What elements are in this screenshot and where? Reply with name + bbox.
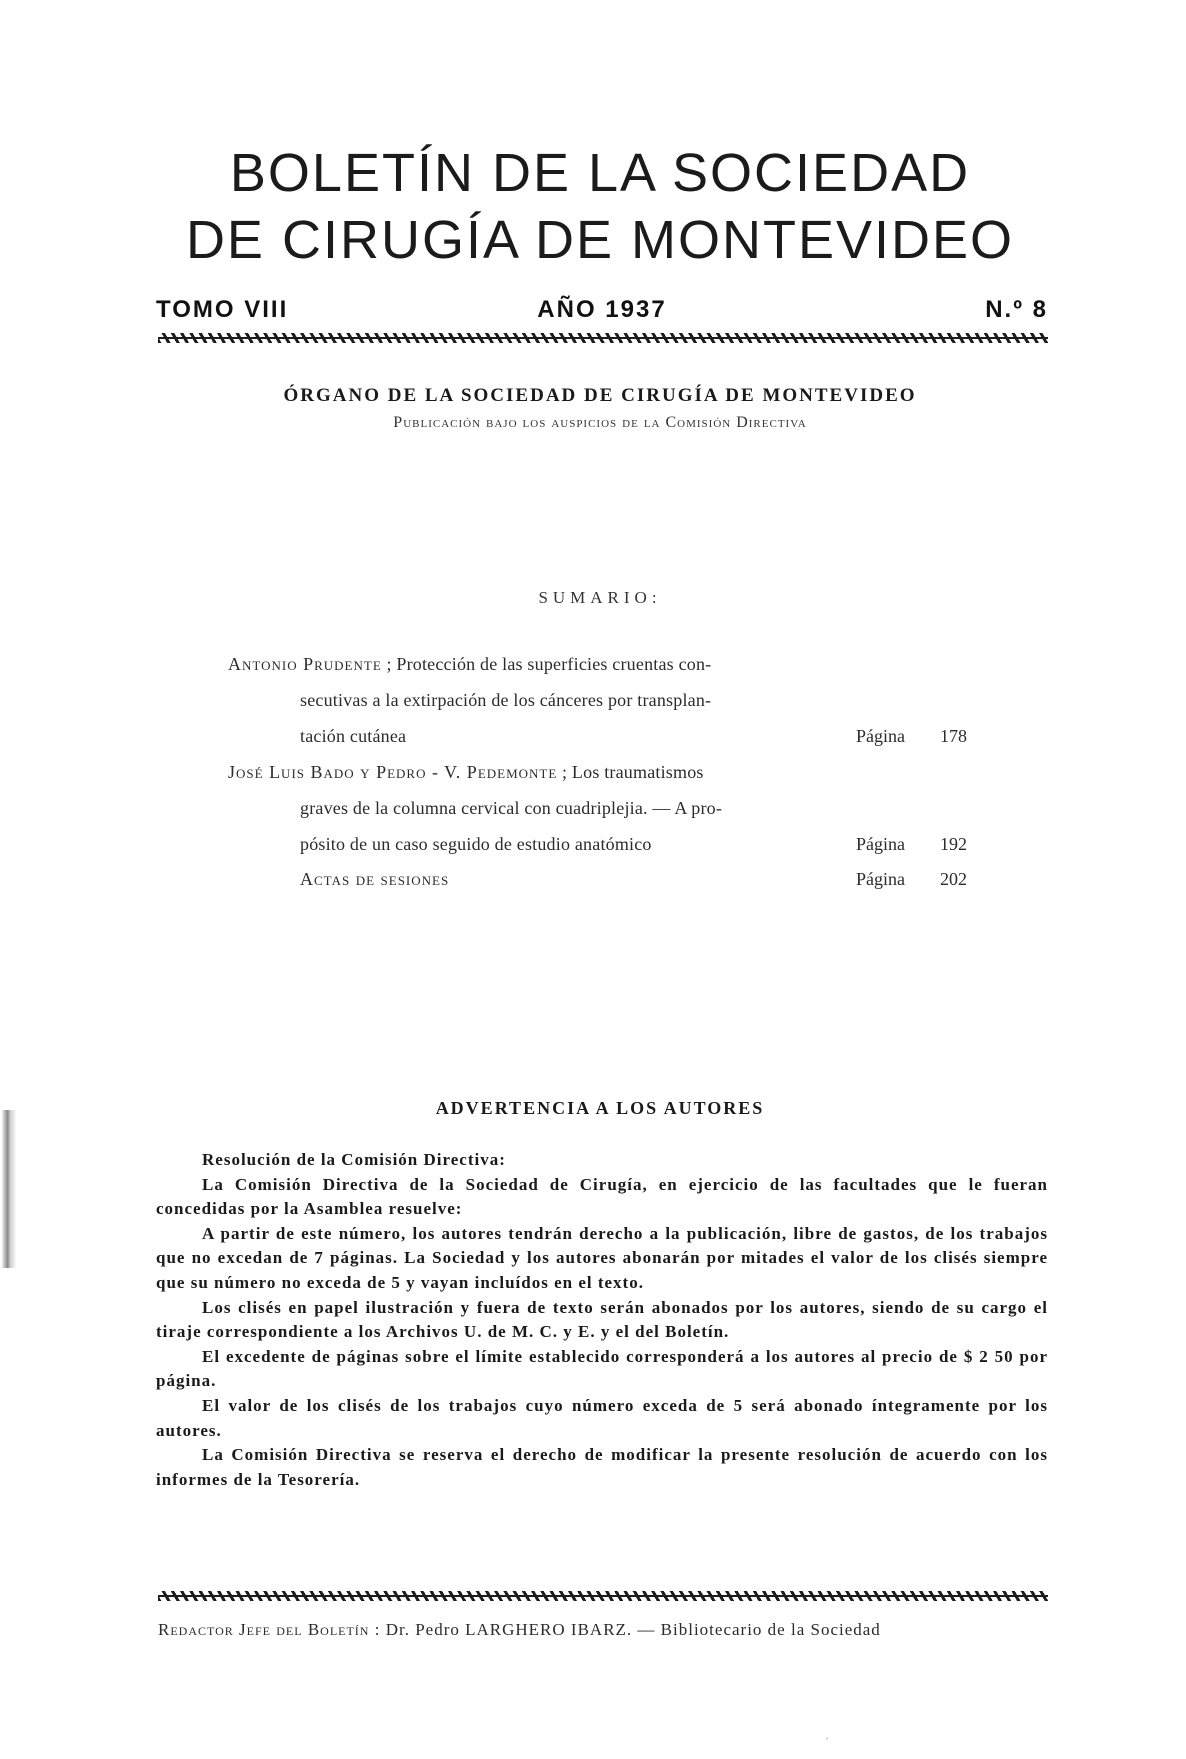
editor-credit <box>158 1620 1058 1640</box>
editor-role: — Bibliotecario de la Sociedad <box>637 1620 881 1639</box>
paper-speck: ˊ <box>825 1735 829 1749</box>
page-label: Página <box>856 834 905 854</box>
summary-heading: SUMARIO: <box>538 588 662 607</box>
notice-paragraph: Los clisés en papel ilustración y fuera de texto serán abonados por los autores, siendo de su cargo el tiraje correspondiente a los Archivos U. de M. C. y E. y el del Boletín. <box>156 1297 1048 1342</box>
toc-entry-2-page <box>856 834 968 855</box>
toc-entry-2-line-1 <box>228 762 704 783</box>
ornamental-rule-top <box>158 333 1048 343</box>
toc-separator: ; <box>557 762 572 782</box>
toc-entry-1-page <box>856 726 968 747</box>
toc-entry-1-line-1 <box>228 654 711 675</box>
page-number: 192 <box>940 834 967 854</box>
editor-name: Dr. Pedro LARGHERO IBARZ. <box>385 1620 633 1639</box>
notice-paragraph: Resolución de la Comisión Directiva: <box>202 1150 506 1169</box>
notice-paragraph: La Comisión Directiva se reserva el derecho de modificar la presente resolución de acuerdo con los informes de la Tesorería. <box>156 1445 1048 1489</box>
notice-body <box>156 1148 1048 1492</box>
toc-entry-1-line-3: tación cutánea <box>300 726 407 746</box>
issue-info-row <box>156 296 1048 326</box>
page-label: Página <box>856 869 905 889</box>
ornamental-rule-bottom <box>158 1591 1048 1601</box>
journal-title-line-1: BOLETÍN DE LA SOCIEDAD <box>229 143 971 203</box>
notice-paragraph: A partir de este número, los autores tendrán derecho a la publicación, libre de gastos, de los trabajos que no excedan de 7 páginas. La Sociedad y los autores abonarán por mitades el valor de los clisés siempre que su número no exceda de 5 y vayan incluídos en el texto. <box>156 1223 1048 1292</box>
toc-entry-1-line-2: secutivas a la extirpación de los cánceres por transplan- <box>300 690 712 710</box>
toc-entry-3-line-1 <box>300 869 449 890</box>
notice-paragraph: La Comisión Directiva de la Sociedad de Cirugía, en ejercicio de las facultades que le fueran concedidas por la Asamblea resuelve: <box>156 1174 1048 1219</box>
editor-label: Redactor Jefe del Boletín : <box>158 1620 381 1639</box>
volume-label: TOMO VIII <box>156 296 289 323</box>
page-number: 202 <box>940 869 967 889</box>
organ-statement: ÓRGANO DE LA SOCIEDAD DE CIRUGÍA DE MONTEVIDEO <box>283 385 917 406</box>
year-label: AÑO 1937 <box>537 296 667 323</box>
journal-title-line-2: DE CIRUGÍA DE MONTEVIDEO <box>185 210 1015 270</box>
toc-title-line: Los traumatismos <box>571 762 704 782</box>
binding-edge-mark <box>2 1110 16 1268</box>
toc-author: Antonio Prudente <box>228 654 382 674</box>
publication-note: Publicación bajo los auspicios de la Comisión Directiva <box>393 414 807 431</box>
toc-author: Actas de sesiones <box>300 869 450 889</box>
page-label: Página <box>856 726 905 746</box>
toc-entry-2-line-2: graves de la columna cervical con cuadriplejia. — A pro- <box>300 798 723 818</box>
issue-number-label: N.º 8 <box>985 296 1048 323</box>
toc-author: José Luis Bado y Pedro - V. Pedemonte <box>228 762 558 782</box>
notice-paragraph: El excedente de páginas sobre el límite establecido corresponderá a los autores al precio de $ 2 50 por página. <box>156 1346 1048 1391</box>
toc-separator: ; <box>381 654 397 674</box>
toc-title-line: Protección de las superficies cruentas con- <box>396 654 712 674</box>
page-number: 178 <box>940 726 967 746</box>
notice-heading: ADVERTENCIA A LOS AUTORES <box>435 1098 765 1118</box>
toc-entry-2-line-3: pósito de un caso seguido de estudio anatómico <box>300 834 652 854</box>
toc-entry-3-page <box>856 869 968 890</box>
notice-paragraph: El valor de los clisés de los trabajos cuyo número exceda de 5 será abonado íntegramente por los autores. <box>156 1395 1048 1440</box>
